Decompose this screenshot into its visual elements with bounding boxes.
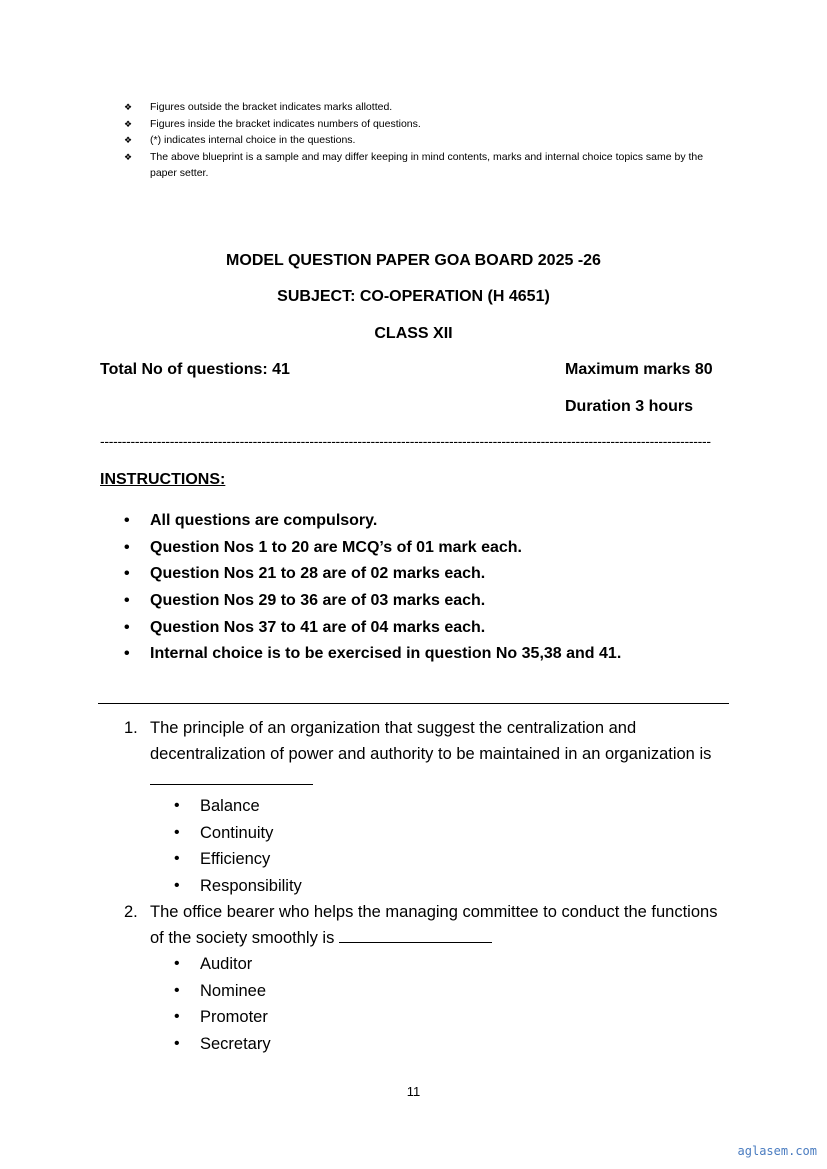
option-item (174, 846, 724, 873)
bullet-icon: • (174, 850, 180, 868)
option-item (174, 978, 724, 1005)
question-text: The principle of an organization that suggest the centralization and decentralization of power and authority to be maintained in an organization is (150, 719, 712, 763)
page-number: 11 (406, 1084, 421, 1099)
instruction-text: Question Nos 1 to 20 are MCQ’s of 01 mark each. (150, 538, 522, 556)
instruction-item (124, 508, 774, 535)
option-item (174, 951, 724, 978)
instruction-text: Question Nos 21 to 28 are of 02 marks each. (150, 565, 486, 583)
answer-blank (150, 768, 313, 785)
duration: Duration 3 hours (565, 398, 694, 415)
instruction-item (124, 588, 774, 615)
bullet-icon: • (124, 645, 130, 663)
bullet-icon: • (174, 955, 180, 973)
note-text: Figures outside the bracket indicates marks allotted. (150, 101, 393, 113)
bullet-icon: • (124, 512, 130, 530)
note-text: Figures inside the bracket indicates numbers of questions. (150, 117, 421, 130)
paper-title: MODEL QUESTION PAPER GOA BOARD 2025 -26 (226, 252, 601, 269)
note-item (124, 149, 724, 182)
instruction-text: Question Nos 37 to 41 are of 04 marks each. (150, 618, 486, 636)
bullet-icon: • (124, 592, 130, 610)
instruction-text: Internal choice is to be exercised in question No 35,38 and 41. (150, 645, 622, 663)
option-item (174, 820, 724, 847)
diamond-bullet-icon: ❖ (124, 102, 133, 112)
option-item (174, 1031, 724, 1058)
instruction-item (124, 535, 774, 562)
options-list (174, 793, 724, 899)
bullet-icon: • (124, 538, 130, 556)
watermark: aglasem.com (737, 1144, 817, 1158)
question-number: 1. (124, 719, 138, 737)
instruction-item (124, 561, 774, 588)
option-text: Auditor (200, 955, 253, 974)
instruction-item (124, 614, 774, 641)
paper-class: CLASS XII (374, 325, 453, 342)
option-text: Balance (200, 797, 260, 816)
options-list (174, 951, 724, 1057)
answer-blank (339, 926, 492, 943)
instructions-heading: INSTRUCTIONS: (100, 471, 226, 488)
bullet-icon: • (174, 823, 180, 841)
option-item (174, 1004, 724, 1031)
question-text: The office bearer who helps the managing committee to conduct the functions of the society smoothly is (150, 903, 718, 947)
instruction-text: Question Nos 29 to 36 are of 03 marks each. (150, 592, 486, 610)
dashed-separator: -------------------------------------------------------------------------------------------------------------------------------------------- (100, 434, 711, 448)
note-item (124, 116, 724, 133)
bullet-icon: • (174, 876, 180, 894)
total-questions: Total No of questions: 41 (100, 361, 290, 378)
note-text: (*) indicates internal choice in the questions. (150, 134, 356, 146)
blueprint-notes (124, 99, 724, 182)
note-item (124, 99, 724, 116)
bullet-icon: • (174, 1008, 180, 1026)
bullet-icon: • (174, 981, 180, 999)
question-2 (124, 899, 724, 1057)
instruction-item (124, 641, 774, 668)
maximum-marks: Maximum marks 80 (565, 361, 713, 378)
note-item (124, 132, 724, 149)
question-1 (124, 715, 724, 899)
bullet-icon: • (124, 618, 130, 636)
option-text: Secretary (200, 1034, 271, 1053)
instruction-text: All questions are compulsory. (150, 512, 378, 530)
option-text: Responsibility (200, 876, 302, 895)
bullet-icon: • (124, 565, 130, 583)
paper-subject: SUBJECT: CO-OPERATION (H 4651) (277, 288, 550, 305)
option-text: Efficiency (200, 850, 271, 869)
option-item (174, 873, 724, 900)
diamond-bullet-icon: ❖ (124, 151, 133, 162)
question-number: 2. (124, 903, 138, 921)
option-item (174, 793, 724, 820)
instructions-list (124, 508, 774, 668)
option-text: Nominee (200, 981, 267, 1000)
note-text: The above blueprint is a sample and may differ keeping in mind contents, marks and internal choice topics same by the paper setter. (150, 150, 704, 179)
bullet-icon: • (174, 797, 180, 815)
diamond-bullet-icon: ❖ (124, 135, 133, 145)
option-text: Promoter (200, 1008, 268, 1027)
horizontal-rule (98, 703, 729, 704)
bullet-icon: • (174, 1034, 180, 1052)
diamond-bullet-icon: ❖ (124, 118, 133, 129)
option-text: Continuity (200, 823, 274, 842)
